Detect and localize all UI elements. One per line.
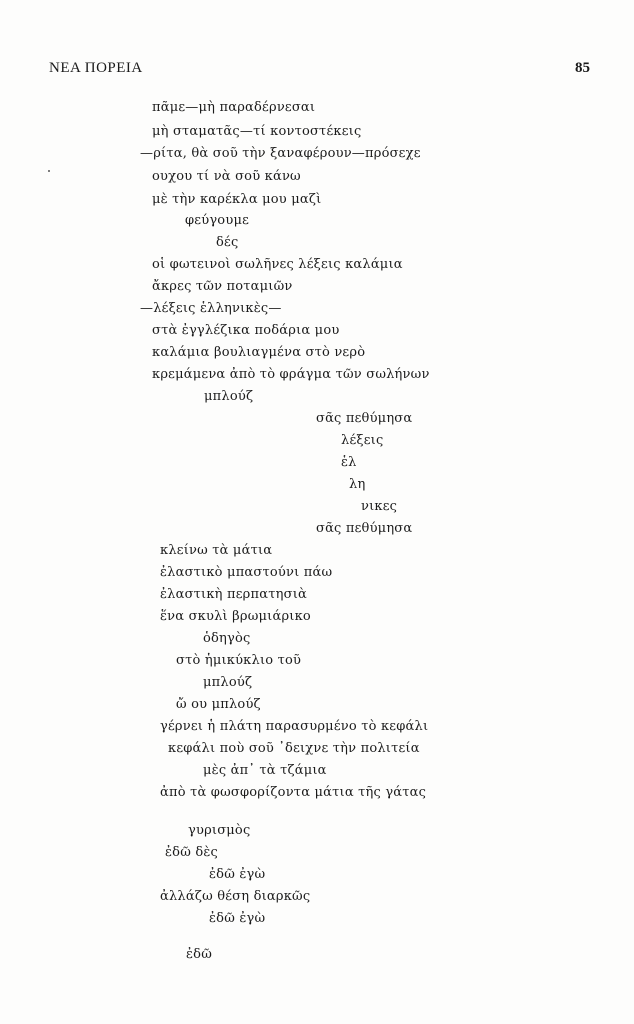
poem-line: ὁδηγὸς xyxy=(203,631,251,646)
poem-line: ουχου τί νὰ σοῦ κάνω xyxy=(152,169,301,184)
poem-line: πᾶμε—μὴ παραδέρνεσαι xyxy=(152,100,316,115)
poem-line: στὸ ἡμικύκλιο τοῦ xyxy=(176,653,302,668)
poem-line: ἐδῶ ἐγὼ xyxy=(209,867,266,882)
poem-line: ἐδῶ δὲς xyxy=(165,845,219,860)
poem-line: οἱ φωτεινοὶ σωλῆνες λέξεις καλάμια xyxy=(152,257,403,272)
poem-line: μὲς ἀπ᾿ τὰ τζάμια xyxy=(203,763,327,778)
poem-line: μὴ σταματᾶς—τί κοντοστέκεις xyxy=(152,124,362,139)
poem-line: καλάμια βουλιαγμένα στὸ νερὸ xyxy=(152,345,366,360)
poem-line: γυρισμὸς xyxy=(188,823,251,838)
poem-line: ἐδῶ xyxy=(186,947,213,962)
poem-line: στὰ ἐγγλέζικα ποδάρια μου xyxy=(152,323,340,338)
poem-line: ἀλλάζω θέση διαρκῶς xyxy=(160,889,311,904)
poem-line: —ρίτα, θὰ σοῦ τὴν ξαναφέρουν—πρόσεχε xyxy=(140,146,421,161)
page-speck xyxy=(48,170,50,172)
poem-line: ἐλαστικὸ μπαστούνι πάω xyxy=(160,565,333,580)
poem-line: νικες xyxy=(361,499,398,514)
poem-line: κεφάλι ποὺ σοῦ ᾿δειχνε τὴν πολιτεία xyxy=(168,741,420,756)
poem-line: κρεμάμενα ἀπὸ τὸ φράγμα τῶν σωλήνων xyxy=(152,367,430,382)
poem-line: ἄκρες τῶν ποταμιῶν xyxy=(152,279,293,294)
page-number: 85 xyxy=(575,60,590,76)
poem-line: σᾶς πεθύμησα xyxy=(316,411,413,426)
poem-line: ὤ ου μπλούζ xyxy=(176,697,261,712)
running-header-title: ΝΕΑ ΠΟΡΕΙΑ xyxy=(49,60,143,76)
poem-line: κλείνω τὰ μάτια xyxy=(160,543,273,558)
poem-line: μὲ τὴν καρέκλα μου μαζὶ xyxy=(152,192,322,207)
poem-line: λη xyxy=(349,477,366,492)
poem-line: ἀπὸ τὰ φωσφορίζοντα μάτια τῆς γάτας xyxy=(160,785,427,800)
poem-line: φεύγουμε xyxy=(185,213,250,228)
poem-line: μπλούζ xyxy=(204,389,254,404)
poem-line: —λέξεις ἑλληνικὲς— xyxy=(140,301,282,316)
poem-line: γέρνει ἡ πλάτη παρασυρμένο τὸ κεφάλι xyxy=(160,719,429,734)
poem-line: ἐδῶ ἐγὼ xyxy=(209,911,266,926)
poem-line: σᾶς πεθύμησα xyxy=(316,521,413,536)
poem-line: δές xyxy=(216,235,239,250)
poem-line: λέξεις xyxy=(341,433,384,448)
poem-line: ἕνα σκυλὶ βρωμιάρικο xyxy=(160,609,311,624)
poem-line: ἑλ xyxy=(341,455,357,470)
poem-line: μπλούζ xyxy=(203,675,253,690)
poem-line: ἐλαστικὴ περπατησιὰ xyxy=(160,587,307,602)
